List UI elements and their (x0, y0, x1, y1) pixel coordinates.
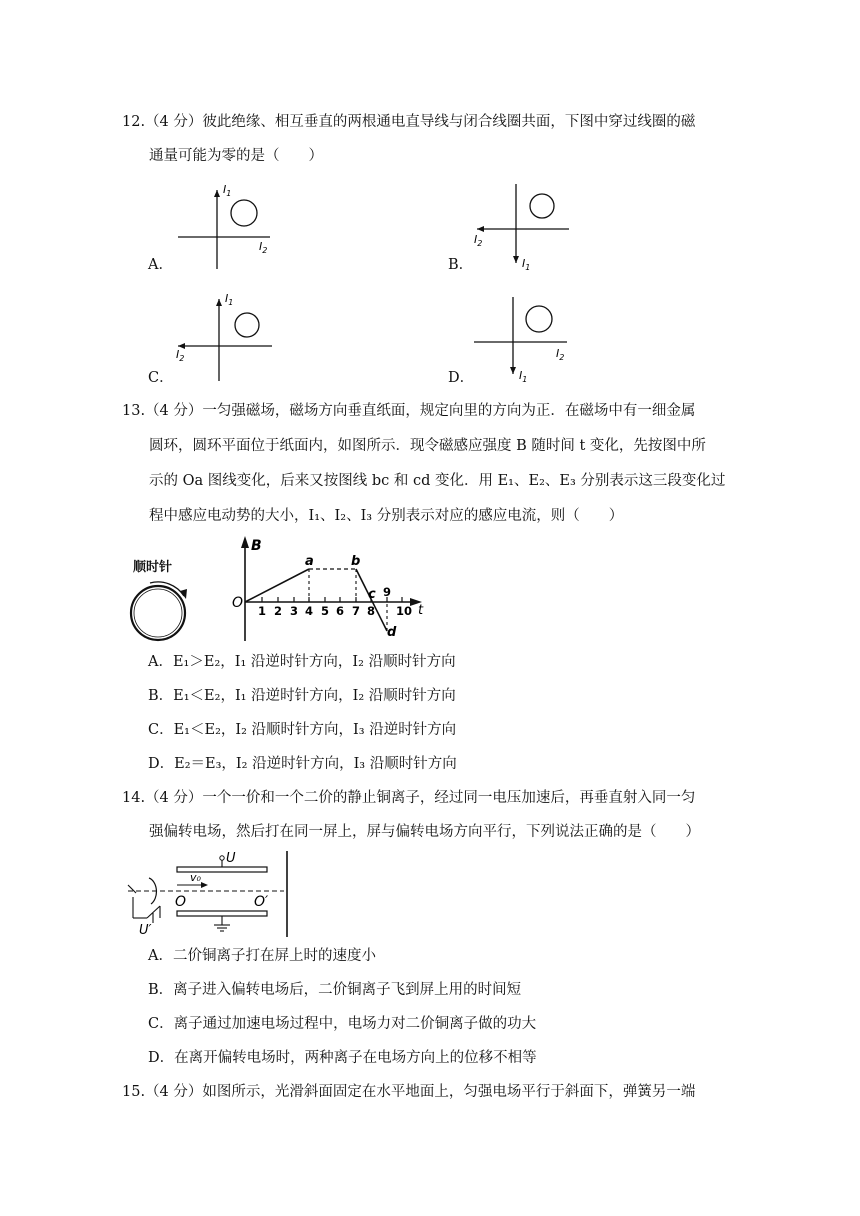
svg-text:B: B (251, 538, 262, 554)
svg-text:U: U (226, 851, 236, 866)
svg-text:9: 9 (382, 585, 392, 599)
svg-text:5: 5 (320, 604, 330, 618)
q12-option-a-label: A． (148, 257, 173, 273)
q13-option-d[interactable]: D．E₂＝E₃，I₂ 沿逆时针方向，I₃ 沿顺时针方向 (148, 756, 457, 772)
svg-text:I1: $I_1$ (225, 292, 234, 307)
svg-text:c: c (368, 587, 376, 602)
svg-text:3: 3 (289, 604, 299, 618)
svg-text:O: O (175, 894, 187, 910)
q14-stem-line2: 强偏转电场，然后打在同一屏上，屏与偏转电场方向平行，下列说法正确的是（ ） (149, 824, 700, 840)
q14-option-c[interactable]: C．离子通过加速电场过程中，电场力对二价铜离子做的功大 (148, 1016, 537, 1032)
svg-text:4: 4 (304, 604, 314, 618)
svg-text:I2: $I_2$ (259, 240, 268, 255)
svg-text:8: 8 (366, 604, 376, 618)
svg-text:10: 10 (395, 604, 413, 618)
svg-text:1: 1 (257, 604, 267, 618)
q13-stem-line1: 13.（4 分）一匀强磁场，磁场方向垂直纸面，规定向里的方向为正．在磁场中有一细金属 (122, 403, 696, 419)
q13-option-b[interactable]: B．E₁＜E₂，I₁ 沿逆时针方向，I₂ 沿顺时针方向 (148, 688, 456, 704)
svg-text:t: t (418, 603, 424, 618)
svg-text:O: O (232, 595, 244, 611)
q14-stem-line1: 14.（4 分）一个一价和一个二价的静止铜离子，经过同一电压加速后，再垂直射入同一匀 (122, 790, 696, 806)
lower-plate (177, 911, 267, 916)
q13-option-a[interactable]: A．E₁＞E₂，I₁ 沿逆时针方向，I₂ 沿顺时针方向 (148, 654, 456, 670)
svg-text:O′: O′ (254, 894, 269, 910)
q14-option-a[interactable]: A．二价铜离子打在屏上时的速度小 (148, 948, 376, 964)
svg-text:2: 2 (273, 604, 283, 618)
svg-text:b: b (351, 554, 361, 569)
q12-stem-line2: 通量可能为零的是（ ） (149, 148, 323, 164)
q12-option-b-label: B． (448, 257, 474, 273)
q13-stem-line3: 示的 Oa 图线变化，后来又按图线 bc 和 cd 变化．用 E₁、E₂、E₃ 分别表示这三段变化过 (149, 473, 726, 489)
svg-text:I2: $I_2$ (474, 233, 483, 248)
svg-text:v₀: v₀ (190, 871, 201, 884)
q14-option-d[interactable]: D．在离开偏转电场时，两种离子在电场方向上的位移不相等 (148, 1050, 537, 1066)
q13-option-c[interactable]: C．E₁＜E₂，I₂ 沿顺时针方向，I₃ 沿逆时针方向 (148, 722, 457, 738)
svg-text:U′: U′ (139, 923, 152, 938)
q12-option-c-label: C． (148, 370, 174, 386)
svg-text:I1: $I_1$ (522, 257, 531, 272)
svg-text:I2: $I_2$ (176, 348, 185, 363)
q12-option-d-label: D． (448, 370, 475, 386)
q15-stem-line1: 15.（4 分）如图所示，光滑斜面固定在水平地面上，匀强电场平行于斜面下，弹簧另一端 (122, 1084, 696, 1100)
svg-text:d: d (387, 625, 397, 640)
svg-text:I2: $I_2$ (556, 347, 565, 362)
q12-stem-line1: 12.（4 分）彼此绝缘、相互垂直的两根通电直导线与闭合线圈共面，下图中穿过线圈的磁 (122, 114, 696, 130)
q13-stem-line2: 圆环，圆环平面位于纸面内，如图所示．现令磁感应强度 B 随时间 t 变化，先按图中所 (149, 438, 706, 454)
svg-text:I1: $I_1$ (519, 369, 528, 384)
svg-text:7: 7 (351, 604, 361, 618)
q14-option-b[interactable]: B．离子进入偏转电场后，二价铜离子飞到屏上用的时间短 (148, 982, 522, 998)
svg-text:I1: $I_1$ (223, 183, 232, 198)
svg-text:a: a (305, 554, 314, 569)
q13-stem-line4: 程中感应电动势的大小，I₁、I₂、I₃ 分别表示对应的感应电流，则（ ） (149, 508, 624, 524)
svg-text:6: 6 (335, 604, 345, 618)
ring-label: 顺时针 (133, 560, 173, 575)
